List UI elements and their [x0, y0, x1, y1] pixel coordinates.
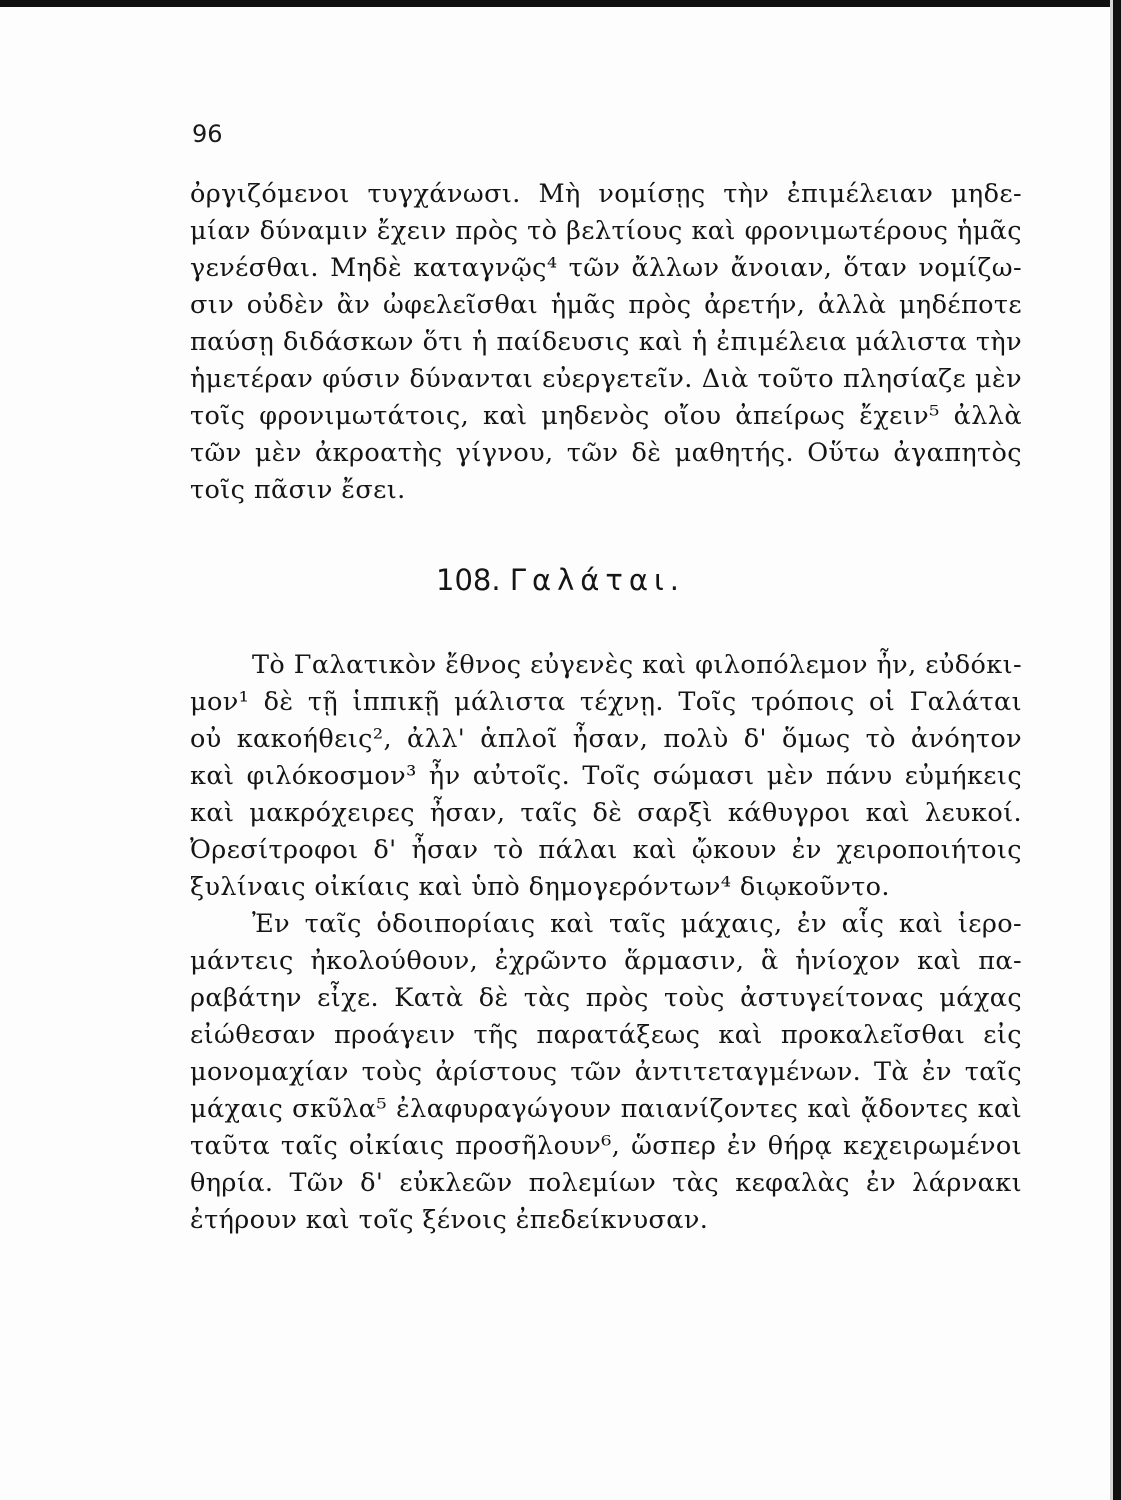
text-line: ταῦτα ταῖς οἰκίαις προσῆλουν⁶, ὥσπερ ἐν θήρᾳ κεχειρωμένοι [190, 1131, 1022, 1161]
text-line: καὶ μακρόχειρες ἦσαν, ταῖς δὲ σαρξὶ κάθυγροι καὶ λευκοί. [190, 798, 1022, 828]
text-line: καὶ φιλόκοσμον³ ἦν αὐτοῖς. Τοῖς σώμασι μὲν πάνυ εὐμήκεις [190, 761, 1022, 791]
text-line: Ἐν ταῖς ὁδοιπορίαις καὶ ταῖς μάχαις, ἐν αἷς καὶ ἱερο- [252, 909, 1022, 939]
text-line: μον¹ δὲ τῇ ἱππικῇ μάλιστα τέχνῃ. Τοῖς τρόποις οἱ Γαλάται [190, 687, 1022, 717]
text-line: ἐτήρουν καὶ τοῖς ξένοις ἐπεδείκνυσαν. [190, 1205, 709, 1235]
section-title: Γαλάται. [509, 563, 685, 597]
text-line: σιν οὐδὲν ἂν ὠφελεῖσθαι ἡμᾶς πρὸς ἀρετήν, ἀλλὰ μηδέποτε [190, 290, 1022, 320]
page-number: 96 [192, 120, 223, 148]
text-line: μίαν δύναμιν ἔχειν πρὸς τὸ βελτίους καὶ φρονιμωτέρους ἡμᾶς [190, 216, 1022, 246]
text-line: ξυλίναις οἰκίαις καὶ ὑπὸ δημογερόντων⁴ διῳκοῦντο. [190, 872, 890, 902]
text-line: Τὸ Γαλατικὸν ἔθνος εὐγενὲς καὶ φιλοπόλεμον ἦν, εὐδόκι- [252, 650, 1022, 680]
text-line: ραβάτην εἶχε. Κατὰ δὲ τὰς πρὸς τοὺς ἀστυγείτονας μάχας [190, 983, 1022, 1013]
scan-border-top [0, 0, 1121, 7]
text-line: τῶν μὲν ἀκροατὴς γίγνου, τῶν δὲ μαθητής. Οὕτω ἀγαπητὸς [190, 438, 1022, 468]
section-body [190, 647, 1022, 1239]
text-line: τοῖς φρονιμωτάτοις, καὶ μηδενὸς οἴου ἀπείρως ἔχειν⁵ ἀλλὰ [190, 401, 1022, 431]
text-line: τοῖς πᾶσιν ἔσει. [190, 475, 406, 505]
text-line: θηρία. Τῶν δ' εὐκλεῶν πολεμίων τὰς κεφαλὰς ἐν λάρνακι [190, 1168, 1022, 1198]
text-line: μονομαχίαν τοὺς ἀρίστους τῶν ἀντιτεταγμένων. Τὰ ἐν ταῖς [190, 1057, 1022, 1087]
section-heading [0, 563, 1121, 597]
scan-border-right [1113, 0, 1121, 1500]
text-line: παύσῃ διδάσκων ὅτι ἡ παίδευσις καὶ ἡ ἐπιμέλεια μάλιστα τὴν [190, 327, 1022, 357]
text-line: οὐ κακοήθεις², ἀλλ' ἁπλοῖ ἦσαν, πολὺ δ' ὅμως τὸ ἀνόητον [190, 724, 1022, 754]
text-line: ἡμετέραν φύσιν δύνανται εὐεργετεῖν. Διὰ τοῦτο πλησίαζε μὲν [190, 364, 1022, 394]
text-line: μάχαις σκῦλα⁵ ἐλαφυραγώγουν παιανίζοντες καὶ ᾄδοντες καὶ [190, 1094, 1022, 1124]
text-line: γενέσθαι. Μηδὲ καταγνῷς⁴ τῶν ἄλλων ἄνοιαν, ὅταν νομίζω- [190, 253, 1022, 283]
text-line: Ὀρεσίτροφοι δ' ἦσαν τὸ πάλαι καὶ ᾤκουν ἐν χειροποιήτοις [190, 835, 1022, 865]
text-line: εἰώθεσαν προάγειν τῆς παρατάξεως καὶ προκαλεῖσθαι εἰς [190, 1020, 1022, 1050]
text-line: μάντεις ἠκολούθουν, ἐχρῶντο ἅρμασιν, ἃ ἡνίοχον καὶ πα- [190, 946, 1022, 976]
text-line: ὀργιζόμενοι τυγχάνωσι. Μὴ νομίσῃς τὴν ἐπιμέλειαν μηδε- [190, 179, 1022, 209]
paragraph-continued [190, 176, 1022, 509]
section-number: 108. [436, 563, 501, 597]
